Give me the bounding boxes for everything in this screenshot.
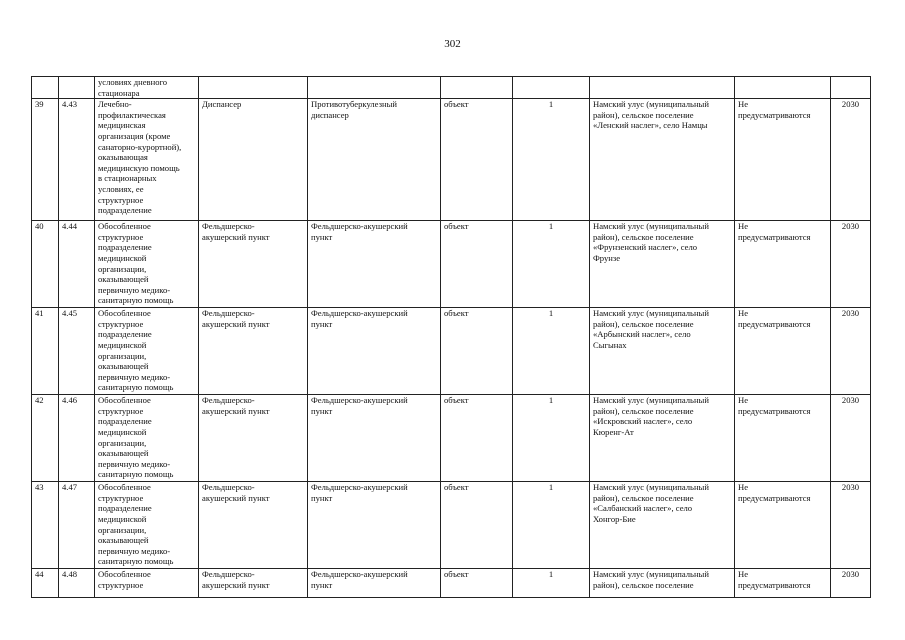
cell-name xyxy=(95,221,199,308)
cell-year xyxy=(831,77,871,99)
cell-name-text: условиях дневного стационара xyxy=(98,77,168,98)
cell-qty xyxy=(513,221,590,308)
cell-purpose xyxy=(308,99,441,221)
cell-zones xyxy=(735,221,831,308)
cell-purpose-text: Фельдшерско-акушерский пункт xyxy=(311,221,408,242)
cell-name xyxy=(95,99,199,221)
cell-num xyxy=(32,77,59,99)
cell-unit-text: объект xyxy=(444,569,469,580)
cell-year xyxy=(831,482,871,569)
cell-location xyxy=(590,482,735,569)
cell-location-text: Намский улус (муниципальный район), сельское поселение «Фрунзенский наслег», село Фрунзе xyxy=(593,221,709,263)
cell-year-text: 2030 xyxy=(841,308,860,319)
cell-num-text: 39 xyxy=(35,99,44,110)
cell-qty xyxy=(513,395,590,482)
cell-unit-text: объект xyxy=(444,308,469,319)
table-row-continuation xyxy=(32,77,871,99)
cell-type-text: Фельдшерско- акушерский пункт xyxy=(202,221,270,242)
cell-name-text: Обособленное структурное подразделение медицинской организации, оказывающей первичную медико- санитарную помощь xyxy=(98,221,174,306)
cell-zones-text: Не предусматриваются xyxy=(738,569,811,590)
cell-qty-text: 1 xyxy=(548,395,554,406)
cell-location-text: Намский улус (муниципальный район), сельское поселение «Ленский наслег», село Намцы xyxy=(593,99,709,131)
cell-unit xyxy=(441,569,513,598)
cell-name xyxy=(95,77,199,99)
cell-code-text: 4.43 xyxy=(62,99,78,110)
cell-year xyxy=(831,395,871,482)
cell-num xyxy=(32,99,59,221)
cell-qty xyxy=(513,308,590,395)
cell-zones xyxy=(735,569,831,598)
cell-location-text: Намский улус (муниципальный район), сельское поселение «Искровский наслег», село Кюренг-Ат xyxy=(593,395,709,437)
cell-type xyxy=(199,221,308,308)
cell-purpose-text: Фельдшерско-акушерский пункт xyxy=(311,569,408,590)
cell-purpose xyxy=(308,221,441,308)
cell-unit xyxy=(441,99,513,221)
cell-type xyxy=(199,99,308,221)
cell-type-text: Фельдшерско- акушерский пункт xyxy=(202,482,270,503)
cell-location xyxy=(590,395,735,482)
cell-location xyxy=(590,221,735,308)
cell-purpose xyxy=(308,482,441,569)
cell-code-text: 4.45 xyxy=(62,308,78,319)
cell-zones xyxy=(735,482,831,569)
cell-qty-text: 1 xyxy=(548,221,554,232)
cell-purpose xyxy=(308,77,441,99)
cell-type xyxy=(199,395,308,482)
cell-num xyxy=(32,395,59,482)
cell-year-text: 2030 xyxy=(841,99,860,110)
facilities-table xyxy=(31,76,871,598)
cell-unit xyxy=(441,221,513,308)
cell-purpose-text: Фельдшерско-акушерский пункт xyxy=(311,395,408,416)
cell-qty-text: 1 xyxy=(548,99,554,110)
cell-name xyxy=(95,308,199,395)
cell-num-text: 44 xyxy=(35,569,44,580)
table-row xyxy=(32,395,871,482)
cell-num xyxy=(32,308,59,395)
cell-qty xyxy=(513,99,590,221)
cell-qty xyxy=(513,77,590,99)
cell-code-text: 4.47 xyxy=(62,482,78,493)
cell-unit-text: объект xyxy=(444,395,469,406)
cell-num-text: 40 xyxy=(35,221,44,232)
cell-num-text: 42 xyxy=(35,395,44,406)
cell-code-text: 4.48 xyxy=(62,569,78,580)
cell-name-text: Обособленное структурное подразделение медицинской организации, оказывающей первичную медико- санитарную помощь xyxy=(98,482,174,567)
cell-code-text: 4.46 xyxy=(62,395,78,406)
table-row xyxy=(32,308,871,395)
cell-name-text: Обособленное структурное подразделение медицинской организации, оказывающей первичную медико- санитарную помощь xyxy=(98,308,174,393)
cell-qty-text: 1 xyxy=(548,308,554,319)
table-row xyxy=(32,221,871,308)
cell-type xyxy=(199,308,308,395)
cell-code xyxy=(59,99,95,221)
cell-location xyxy=(590,99,735,221)
cell-code xyxy=(59,482,95,569)
cell-zones-text: Не предусматриваются xyxy=(738,482,811,503)
cell-year-text: 2030 xyxy=(841,569,860,580)
cell-purpose-text: Противотуберкулезный диспансер xyxy=(311,99,397,120)
cell-year xyxy=(831,569,871,598)
cell-type xyxy=(199,77,308,99)
cell-zones-text: Не предусматриваются xyxy=(738,221,811,242)
cell-location xyxy=(590,77,735,99)
cell-type-text: Фельдшерско- акушерский пункт xyxy=(202,395,270,416)
cell-year-text: 2030 xyxy=(841,482,860,493)
cell-location-text: Намский улус (муниципальный район), сельское поселение «Арбынский наслег», село Сыгынах xyxy=(593,308,709,350)
table-row xyxy=(32,99,871,221)
cell-type xyxy=(199,569,308,598)
cell-type-text: Фельдшерско- акушерский пункт xyxy=(202,308,270,329)
cell-code xyxy=(59,569,95,598)
cell-type xyxy=(199,482,308,569)
cell-location-text: Намский улус (муниципальный район), сельское поселение «Салбанский наслег», село Хонгор-Бие xyxy=(593,482,709,524)
cell-purpose-text: Фельдшерско-акушерский пункт xyxy=(311,482,408,503)
cell-purpose xyxy=(308,395,441,482)
cell-zones xyxy=(735,395,831,482)
cell-year xyxy=(831,221,871,308)
cell-location xyxy=(590,569,735,598)
cell-code xyxy=(59,77,95,99)
cell-unit-text: объект xyxy=(444,99,469,110)
cell-year xyxy=(831,99,871,221)
cell-name-text: Обособленное структурное подразделение медицинской организации, оказывающей первичную медико- санитарную помощь xyxy=(98,395,174,480)
cell-name-text: Лечебно- профилактическая медицинская организация (кроме санаторно-курортной), оказывающая медицинскую помощь в стационарных условиях, ее структурное подразделение xyxy=(98,99,182,216)
cell-unit xyxy=(441,308,513,395)
cell-purpose-text: Фельдшерско-акушерский пункт xyxy=(311,308,408,329)
cell-zones-text: Не предусматриваются xyxy=(738,395,811,416)
cell-name xyxy=(95,395,199,482)
cell-purpose xyxy=(308,308,441,395)
cell-qty-text: 1 xyxy=(548,569,554,580)
cell-num-text: 41 xyxy=(35,308,44,319)
cell-qty-text: 1 xyxy=(548,482,554,493)
cell-zones-text: Не предусматриваются xyxy=(738,308,811,329)
cell-num xyxy=(32,221,59,308)
cell-num-text: 43 xyxy=(35,482,44,493)
cell-type-text: Диспансер xyxy=(202,99,242,110)
cell-year-text: 2030 xyxy=(841,395,860,406)
cell-zones-text: Не предусматриваются xyxy=(738,99,811,120)
cell-year-text: 2030 xyxy=(841,221,860,232)
table-row xyxy=(32,569,871,598)
cell-unit xyxy=(441,77,513,99)
table-row xyxy=(32,482,871,569)
cell-zones xyxy=(735,77,831,99)
cell-name-text: Обособленное структурное xyxy=(98,569,151,590)
cell-qty xyxy=(513,569,590,598)
cell-type-text: Фельдшерско- акушерский пункт xyxy=(202,569,270,590)
cell-code xyxy=(59,308,95,395)
cell-name xyxy=(95,569,199,598)
cell-purpose xyxy=(308,569,441,598)
cell-code xyxy=(59,221,95,308)
cell-num xyxy=(32,569,59,598)
cell-code-text: 4.44 xyxy=(62,221,78,232)
cell-qty xyxy=(513,482,590,569)
cell-year xyxy=(831,308,871,395)
cell-code xyxy=(59,395,95,482)
cell-unit-text: объект xyxy=(444,482,469,493)
cell-unit xyxy=(441,395,513,482)
cell-name xyxy=(95,482,199,569)
cell-location-text: Намский улус (муниципальный район), сельское поселение xyxy=(593,569,709,590)
page-number: 302 xyxy=(444,38,461,50)
cell-location xyxy=(590,308,735,395)
cell-zones xyxy=(735,99,831,221)
cell-num xyxy=(32,482,59,569)
cell-zones xyxy=(735,308,831,395)
cell-unit-text: объект xyxy=(444,221,469,232)
cell-unit xyxy=(441,482,513,569)
